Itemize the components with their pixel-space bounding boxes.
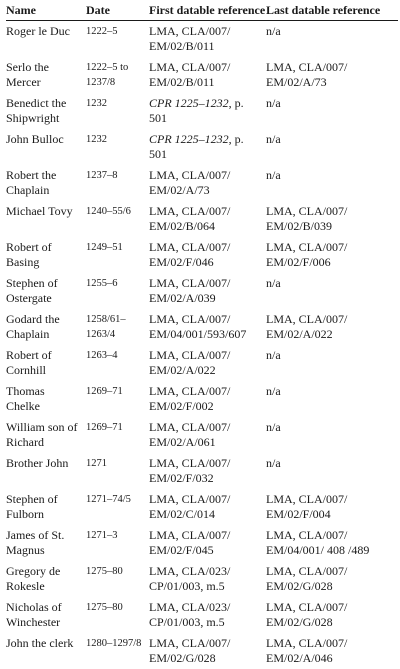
cell-name: John Bulloc <box>6 129 86 165</box>
cell-last-reference: LMA, CLA/007/ EM/02/A/046 <box>266 633 398 669</box>
cell-name: Godard the Chaplain <box>6 309 86 345</box>
cell-last-reference: LMA, CLA/007/ EM/02/F/006 <box>266 237 398 273</box>
cell-date: 1271 <box>86 453 149 489</box>
cell-last-reference: n/a <box>266 93 398 129</box>
cell-first-reference: CPR 1225–1232, p. 501 <box>149 129 266 165</box>
cell-last-reference: n/a <box>266 417 398 453</box>
cell-last-reference: LMA, CLA/007/ EM/02/G/028 <box>266 561 398 597</box>
cell-last-reference: n/a <box>266 165 398 201</box>
cell-date: 1271–3 <box>86 525 149 561</box>
cell-date: 1232 <box>86 93 149 129</box>
cell-name: Serlo the Mercer <box>6 57 86 93</box>
cell-first-reference: LMA, CLA/007/ EM/02/G/028 <box>149 633 266 669</box>
cell-date: 1275–80 <box>86 597 149 633</box>
cell-name: Roger le Duc <box>6 21 86 58</box>
cell-last-reference: LMA, CLA/007/ EM/02/F/004 <box>266 489 398 525</box>
table-row <box>6 489 398 525</box>
cell-name: Stephen of Fulborn <box>6 489 86 525</box>
cell-date: 1275–80 <box>86 561 149 597</box>
cell-date: 1280–1297/8 <box>86 633 149 669</box>
table-row <box>6 597 398 633</box>
cell-first-reference: LMA, CLA/007/ EM/02/A/73 <box>149 165 266 201</box>
table-row <box>6 381 398 417</box>
cell-date: 1269–71 <box>86 417 149 453</box>
table-row <box>6 525 398 561</box>
table-row <box>6 93 398 129</box>
cell-name: Nicholas of Winchester <box>6 597 86 633</box>
table-row <box>6 21 398 58</box>
cell-name: Benedict the Shipwright <box>6 93 86 129</box>
cell-name: Michael Tovy <box>6 201 86 237</box>
cell-last-reference: n/a <box>266 453 398 489</box>
table-body <box>6 21 398 669</box>
cell-first-reference: LMA, CLA/007/ EM/02/A/022 <box>149 345 266 381</box>
cell-last-reference: LMA, CLA/007/ EM/02/G/028 <box>266 597 398 633</box>
cell-name: Robert of Cornhill <box>6 345 86 381</box>
table-row <box>6 201 398 237</box>
cell-first-reference: LMA, CLA/007/ EM/02/A/039 <box>149 273 266 309</box>
header-date: Date <box>86 2 149 21</box>
header-first-reference: First datable reference <box>149 2 266 21</box>
table-row <box>6 57 398 93</box>
table-row <box>6 417 398 453</box>
cell-date: 1249–51 <box>86 237 149 273</box>
cell-first-reference: LMA, CLA/023/ CP/01/003, m.5 <box>149 561 266 597</box>
cell-last-reference: n/a <box>266 21 398 58</box>
cell-first-reference: LMA, CLA/023/ CP/01/003, m.5 <box>149 597 266 633</box>
table-row <box>6 453 398 489</box>
cell-date: 1240–55/6 <box>86 201 149 237</box>
cell-name: John the clerk <box>6 633 86 669</box>
cell-first-reference: LMA, CLA/007/ EM/04/001/593/607 <box>149 309 266 345</box>
cell-first-reference: LMA, CLA/007/ EM/02/B/011 <box>149 57 266 93</box>
cell-date: 1258/61– 1263/4 <box>86 309 149 345</box>
table-row <box>6 345 398 381</box>
table-row <box>6 561 398 597</box>
table-row <box>6 633 398 669</box>
cell-first-reference: LMA, CLA/007/ EM/02/F/045 <box>149 525 266 561</box>
cell-first-reference: LMA, CLA/007/ EM/02/B/011 <box>149 21 266 58</box>
cell-last-reference: n/a <box>266 381 398 417</box>
cell-first-reference: CPR 1225–1232, p. 501 <box>149 93 266 129</box>
cell-name: Thomas Chelke <box>6 381 86 417</box>
header-last-reference: Last datable reference <box>266 2 398 21</box>
references-table <box>6 2 398 669</box>
cell-name: Gregory de Rokesle <box>6 561 86 597</box>
table-row <box>6 309 398 345</box>
cell-date: 1237–8 <box>86 165 149 201</box>
cell-name: William son of Richard <box>6 417 86 453</box>
cell-name: James of St. Magnus <box>6 525 86 561</box>
cell-last-reference: LMA, CLA/007/ EM/02/A/73 <box>266 57 398 93</box>
table-row <box>6 129 398 165</box>
cell-name: Robert the Chaplain <box>6 165 86 201</box>
cell-first-reference: LMA, CLA/007/ EM/02/F/046 <box>149 237 266 273</box>
cell-date: 1222–5 to 1237/8 <box>86 57 149 93</box>
header-name: Name <box>6 2 86 21</box>
table-header-row <box>6 2 398 21</box>
cell-first-reference: LMA, CLA/007/ EM/02/F/002 <box>149 381 266 417</box>
cell-first-reference: LMA, CLA/007/ EM/02/B/064 <box>149 201 266 237</box>
cell-last-reference: n/a <box>266 345 398 381</box>
cell-first-reference: LMA, CLA/007/ EM/02/A/061 <box>149 417 266 453</box>
cell-last-reference: n/a <box>266 129 398 165</box>
cell-date: 1263–4 <box>86 345 149 381</box>
cell-date: 1271–74/5 <box>86 489 149 525</box>
cell-date: 1269–71 <box>86 381 149 417</box>
table-row <box>6 273 398 309</box>
cell-first-reference: LMA, CLA/007/ EM/02/C/014 <box>149 489 266 525</box>
table-row <box>6 165 398 201</box>
cpr-citation: CPR 1225–1232 <box>149 132 229 146</box>
cell-name: Stephen of Ostergate <box>6 273 86 309</box>
cell-date: 1255–6 <box>86 273 149 309</box>
cell-date: 1232 <box>86 129 149 165</box>
cell-last-reference: LMA, CLA/007/ EM/02/B/039 <box>266 201 398 237</box>
cell-last-reference: LMA, CLA/007/ EM/02/A/022 <box>266 309 398 345</box>
cell-first-reference: LMA, CLA/007/ EM/02/F/032 <box>149 453 266 489</box>
table-row <box>6 237 398 273</box>
cell-date: 1222–5 <box>86 21 149 58</box>
cell-last-reference: LMA, CLA/007/ EM/04/001/ 408 /489 <box>266 525 398 561</box>
cell-name: Brother John <box>6 453 86 489</box>
cpr-citation: CPR 1225–1232 <box>149 96 229 110</box>
cell-last-reference: n/a <box>266 273 398 309</box>
cell-name: Robert of Basing <box>6 237 86 273</box>
